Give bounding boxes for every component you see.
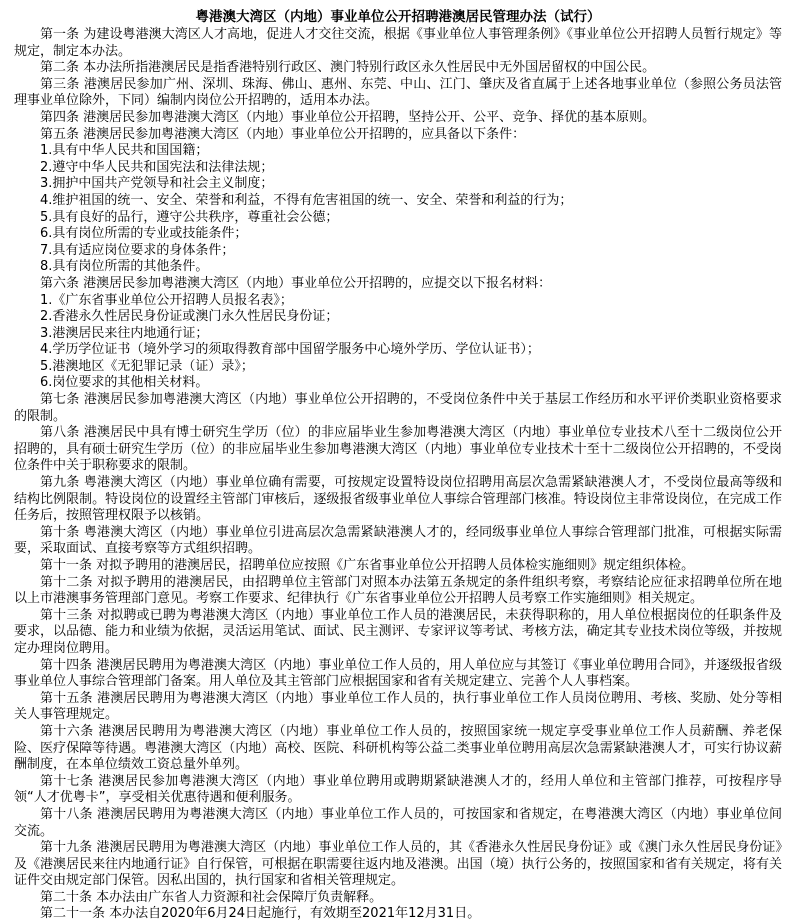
list-item: 5.具有良好的品行，遵守公共秩序，尊重社会公德； xyxy=(40,209,339,225)
list-item: 4.维护祖国的统一、安全、荣誉和利益，不得有危害祖国的统一、安全、荣誉和利益的行为； xyxy=(40,192,573,208)
list-item: 8.具有岗位所需的其他条件。 xyxy=(40,259,209,275)
paragraph: 第八条 港澳居民中具有博士研究生学历（位）的非应届毕业生参加粤港澳大湾区（内地）事业单位专业技术八至十二级岗位公开招聘的，具有硕士研究生学历（位）的非应届毕业生参加粤港澳大湾区（内地）事业单位专业技术十至十二级岗位公开招聘的，不受岗位条件中关于职称要求的限制。 xyxy=(14,425,782,474)
paragraph: 第五条 港澳居民参加粤港澳大湾区（内地）事业单位公开招聘的，应具备以下条件： xyxy=(40,126,526,142)
paragraph: 第二十条 本办法由广东省人力资源和社会保障厅负责解释。 xyxy=(40,889,383,905)
paragraph: 第三条 港澳居民参加广州、深圳、珠海、佛山、惠州、东莞、中山、江门、肇庆及省直属于上述各地事业单位（参照公务员法管理事业单位除外，下同）编制内岗位公开招聘的，适用本办法。 xyxy=(14,76,782,109)
list-item: 4.学历学位证书（境外学习的须取得教育部中国留学服务中心境外学历、学位认证书）； xyxy=(40,342,540,358)
paragraph: 第十六条 港澳居民聘用为粤港澳大湾区（内地）事业单位工作人员的，按照国家统一规定享受事业单位工作人员薪酬、养老保险、医疗保障等待遇。粤港澳大湾区（内地）高校、医院、科研机构等公益二类事业单位聘用高层次急需紧缺港澳人才，可实行协议薪酬制度，在本单位绩效工资总量外单列。 xyxy=(14,723,782,773)
paragraph: 第十条 粤港澳大湾区（内地）事业单位引进高层次急需紧缺港澳人才的，经同级事业单位人事综合管理部门批准，可根据实际需要，采取面试、直接考察等方式组织招聘。 xyxy=(14,524,782,557)
list-item: 3.拥护中国共产党领导和社会主义制度； xyxy=(40,176,274,192)
list-item: 2.遵守中华人民共和国宪法和法律法规； xyxy=(40,159,274,175)
paragraph: 第十三条 对拟聘或已聘为粤港澳大湾区（内地）事业单位工作人员的港澳居民，未获得职称的，用人单位根据岗位的任职条件及要求，以品德、能力和业绩为依据，灵活运用笔试、面试、民主测评、专家评议等考试、考核方法，确定其专业技术岗位等级，并按规定办理岗位聘用。 xyxy=(14,607,782,656)
paragraph: 第七条 港澳居民参加粤港澳大湾区（内地）事业单位公开招聘的，不受岗位条件中关于基层工作经历和水平评价类职业资格要求的限制。 xyxy=(14,392,782,424)
paragraph: 第二十一条 本办法自2020年6月24日起施行，有效期至2021年12月31日。 xyxy=(40,906,481,922)
list-item: 5.港澳地区《无犯罪记录（证）录》； xyxy=(40,358,254,374)
paragraph: 第十一条 对拟予聘用的港澳居民，招聘单位应按照《广东省事业单位公开招聘人员体检实施细则》规定组织体检。 xyxy=(40,558,695,573)
list-item: 3.港澳居民来往内地通行证； xyxy=(40,325,209,341)
paragraph: 第六条 港澳居民参加粤港澳大湾区（内地）事业单位公开招聘的，应提交以下报名材料： xyxy=(40,275,552,291)
paragraph: 第十五条 港澳居民聘用为粤港澳大湾区（内地）事业单位工作人员的，执行事业单位工作人员岗位聘用、考核、奖励、处分等相关人事管理规定。 xyxy=(14,690,782,723)
list-item: 1.具有中华人民共和国国籍； xyxy=(40,143,209,159)
paragraph: 第十七条 港澳居民参加粤港澳大湾区（内地）事业单位聘用或聘期紧缺港澳人才的，经用人单位和主管部门推荐，可按程序导领“人才优粤卡”，享受相关优惠待遇和便利服务。 xyxy=(14,773,782,806)
list-item: 1.《广东省事业单位公开招聘人员报名表》； xyxy=(40,292,293,308)
paragraph: 第四条 港澳居民参加粤港澳大湾区（内地）事业单位公开招聘，坚持公开、公平、竞争、择优的基本原则。 xyxy=(40,109,656,125)
page-title: 粤港澳大湾区（内地）事业单位公开招聘港澳居民管理办法（试行） xyxy=(195,9,601,25)
list-item: 7.具有适应岗位要求的身体条件； xyxy=(40,242,235,258)
paragraph: 第十九条 港澳居民聘用为粤港澳大湾区（内地）事业单位工作人员的，其《香港永久性居民身份证》或《澳门永久性居民身份证》及《港澳居民来往内地通行证》自行保管，可根据在职需要往返内地及港澳。出国（境）执行公务的，按照国家和省有关规定，将有关证件交由规定部门保管。因私出国的，执行国家和省相关管理规定。 xyxy=(14,840,782,889)
list-item: 6.具有岗位所需的专业或技能条件； xyxy=(40,226,248,242)
paragraph: 第一条 为建设粤港澳大湾区人才高地，促进人才交往交流，根据《事业单位人事管理条例》《事业单位公开招聘人员暂行规定》等规定，制定本办法。 xyxy=(14,27,782,59)
paragraph: 第十四条 港澳居民聘用为粤港澳大湾区（内地）事业单位工作人员的，用人单位应与其签订《事业单位聘用合同》，并逐级报省级事业单位人事综合管理部门备案。用人单位及其主管部门应根据国家和省有关规定建立、完善个人人事档案。 xyxy=(14,657,782,690)
list-item: 6.岗位要求的其他相关材料。 xyxy=(40,375,209,391)
document-body xyxy=(14,27,782,923)
paragraph: 第十二条 对拟予聘用的港澳居民，由招聘单位主管部门对照本办法第五条规定的条件组织考察，考察结论应征求招聘单位所在地以上市港澳事务管理部门意见。考察工作要求、纪律执行《广东省事业单位公开招聘人员考察工作实施细则》相关规定。 xyxy=(14,574,782,607)
list-item: 2.香港永久性居民身份证或澳门永久性居民身份证； xyxy=(40,309,339,325)
paragraph: 第九条 粤港澳大湾区（内地）事业单位确有需要，可按规定设置特设岗位招聘用高层次急需紧缺港澳人才，不受岗位最高等级和结构比例限制。特设岗位的设置经主管部门审核后，逐级报省级事业单位人事综合管理部门核准。特设岗位主非常设岗位，在完成工作任务后，按照管理权限予以核销。 xyxy=(14,475,782,524)
paragraph: 第十八条 港澳居民聘用为粤港澳大湾区（内地）事业单位工作人员的，可按国家和省规定，在粤港澳大湾区（内地）事业单位间交流。 xyxy=(14,806,782,839)
paragraph: 第二条 本办法所指港澳居民是指香港特别行政区、澳门特别行政区永久性居民中无外国居留权的中国公民。 xyxy=(40,60,656,76)
